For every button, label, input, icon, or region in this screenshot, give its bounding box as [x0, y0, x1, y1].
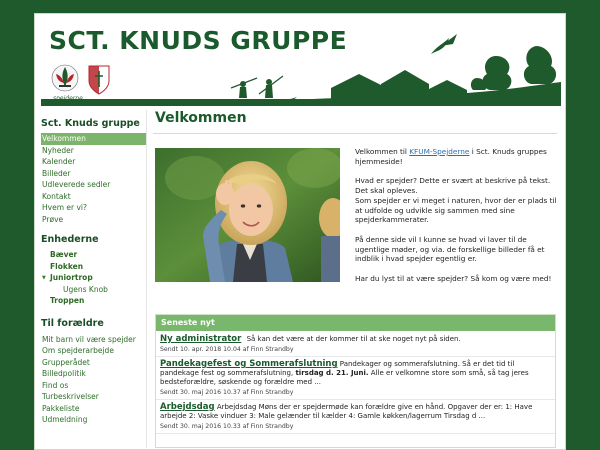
news-summary: Pandekager og sommerafslutning. Så er det tid til pandekage fest og sommerafslutning, [160, 360, 515, 377]
sidebar-item-grupperaadet[interactable]: Grupperådet [42, 357, 90, 367]
scout-landscape-illustration-icon [191, 16, 561, 106]
main-content [153, 110, 561, 448]
sidebar-item-troppen[interactable]: Troppen [50, 296, 85, 305]
news-title-link[interactable]: Arbejdsdag [160, 402, 215, 412]
kfum-spejderne-logo-icon [51, 63, 131, 97]
header-band [41, 99, 561, 106]
news-summary-bold: tirsdag d. 21. Juni. [295, 369, 369, 377]
sidebar-item-velkommen[interactable]: Velkommen [41, 133, 146, 145]
logos [51, 63, 131, 103]
sidebar-item-turbeskrivelser[interactable]: Turbeskrivelser [42, 392, 99, 401]
sidebar-item-find-os[interactable]: Find os [42, 380, 69, 390]
intro-text-span: Velkommen til [355, 147, 410, 156]
sidebar-item-baever[interactable]: Bæver [50, 250, 78, 259]
intro-paragraph-1 [355, 147, 557, 167]
intro-paragraph-2 [355, 176, 557, 225]
sidebar-item-hvem-er-vi[interactable]: Hvem er vi? [42, 203, 87, 212]
news-meta: Sendt 10. apr. 2018 10.04 af Finn Strandby [160, 346, 294, 353]
sidebar [41, 110, 147, 448]
scout-girl-photo [155, 148, 340, 282]
sidebar-item-pakkeliste[interactable]: Pakkeliste [42, 403, 80, 413]
sidebar-item-flokken[interactable]: Flokken [50, 261, 84, 271]
sidebar-item-udmeldning[interactable]: Udmeldning [42, 415, 88, 424]
title-divider [153, 133, 557, 134]
news-body [160, 360, 551, 387]
page-frame [34, 13, 566, 450]
intro-paragraph-4: Har du lyst til at være spejder? Så kom og være med! [355, 273, 552, 283]
sidebar-item-mit-barn[interactable]: Mit barn vil være spejder [42, 334, 136, 344]
news-item [156, 331, 555, 357]
page-title: Velkommen [155, 110, 247, 126]
kfum-spejderne-link[interactable]: KFUM-Spejderne [409, 147, 470, 156]
sidebar-item-kalender[interactable]: Kalender [42, 157, 76, 166]
sidebar-item-proeve[interactable]: Prøve [42, 214, 64, 224]
news-summary: Arbejdsdag Møns der er spejdermøde kan forældre give en hånd. Opgaver der er: 1: Have arbejde 2: Vaske vinduer 3: Male gelænder til kælder 4: Gamle køkken/lagerrum Tirsdag d ... [160, 403, 533, 420]
sidebar-nav-units [41, 249, 146, 307]
sidebar-nav-parents [41, 334, 146, 426]
news-heading: Seneste nyt [156, 315, 555, 331]
news-item [156, 400, 555, 434]
sidebar-item-billedpolitik[interactable]: Billedpolitik [42, 369, 86, 378]
intro-text-span: i Sct. Knuds gruppes hjemmeside! [355, 147, 547, 166]
sidebar-item-udleverede-sedler[interactable]: Udleverede sedler [42, 180, 111, 189]
sidebar-item-kontakt[interactable]: Kontakt [42, 191, 71, 201]
sidebar-item-billeder[interactable]: Billeder [42, 168, 71, 178]
girl-saluting-image-icon [155, 148, 340, 282]
news-title-link[interactable]: Pandekagefest og Sommerafslutning [160, 359, 338, 369]
sidebar-item-juniortrop[interactable]: ▼ Juniortrop [41, 272, 146, 284]
news-meta: Sendt 30. maj 2016 10.33 af Finn Strandby [160, 423, 294, 430]
latest-news-panel [155, 314, 556, 448]
sidebar-heading-parents: Til forældre [41, 317, 104, 329]
sidebar-heading-units: Enhederne [41, 234, 99, 245]
news-item [156, 357, 555, 400]
site-title[interactable]: SCT. KNUDS GRUPPE [49, 26, 348, 55]
intro-paragraph-3: På denne side vil I kunne se hvad vi laver til de ugentlige møder, og via. de forskellige billeder få et indblik i hvad spejder egentlig er. [355, 234, 545, 264]
news-body [160, 403, 551, 421]
intro-text-span: Som spejder er vi meget i naturen, hvor der er plads til at udfolde og udvikle sig sammen med sine spejderkammerater. [355, 195, 557, 225]
sidebar-heading-group: Sct. Knuds gruppe [41, 118, 140, 129]
news-summary: Alle er velkomne store som små, så tag jeres bedsteforældre, søskende og forældre med ... [160, 369, 529, 386]
sidebar-item-om-spejderarbejde[interactable]: Om spejderarbejde [42, 346, 114, 355]
sidebar-item-nyheder[interactable]: Nyheder [42, 145, 74, 155]
news-title-link[interactable]: Ny administrator [160, 334, 242, 344]
site-header [41, 16, 561, 106]
intro-text [355, 147, 557, 293]
sidebar-nav-group [41, 133, 146, 225]
news-meta: Sendt 30. maj 2016 10.37 af Finn Strandby [160, 389, 294, 396]
sidebar-item-ugens-knob[interactable]: Ugens Knob [63, 284, 108, 294]
intro-text-span: Hvad er spejder? Dette er svært at beskrive på tekst. Det skal opleves. [355, 176, 551, 195]
news-summary: Så kan det være at der kommer til at ske noget nyt på siden. [246, 335, 461, 343]
